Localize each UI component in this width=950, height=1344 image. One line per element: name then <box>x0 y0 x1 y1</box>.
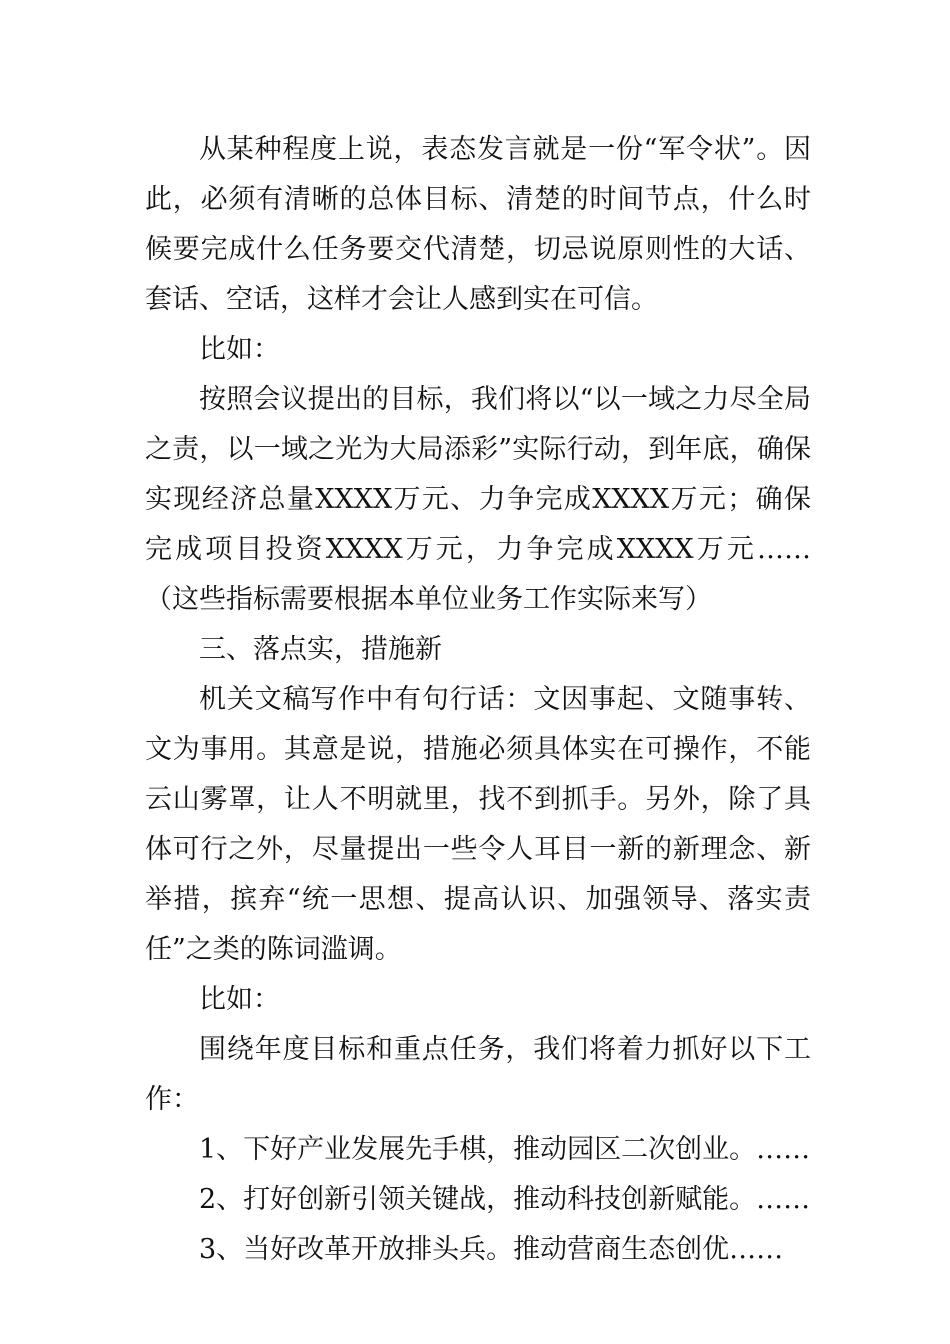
section-heading-three: 三、落点实，措施新 <box>199 634 442 665</box>
list-item-3: 3、当好改革开放排头兵。推动营商生态创优…… <box>199 1234 784 1265</box>
paragraph-work-intro: 围绕年度目标和重点任务，我们将着力抓好以下工作： <box>145 1034 811 1115</box>
document-body <box>145 125 811 1275</box>
paragraph-example-label: 比如： <box>199 334 280 365</box>
paragraph-military-order: 从某种程度上说，表态发言就是一份“军令状”。因此，必须有清晰的总体目标、清楚的时间节点，什么时候要完成什么任务要交代清楚，切忌说原则性的大话、套话、空话，这样才会让人感到实在可信。 <box>145 134 811 315</box>
list-item-1: 1、下好产业发展先手棋，推动园区二次创业。…… <box>199 1134 811 1165</box>
list-item-2: 2、打好创新引领关键战，推动科技创新赋能。…… <box>199 1184 811 1215</box>
paragraph-measures: 机关文稿写作中有句行话：文因事起、文随事转、文为事用。其意是说，措施必须具体实在可操作，不能云山雾罩，让人不明就里，找不到抓手。另外，除了具体可行之外，尽量提出一些令人耳目一新的新理念、新举措，摈弃“统一思想、提高认识、加强领导、落实责任”之类的陈词滥调。 <box>145 684 811 965</box>
paragraph-example-label-2: 比如： <box>199 984 280 1015</box>
paragraph-goal-example: 按照会议提出的目标，我们将以“以一域之力尽全局之责，以一域之光为大局添彩”实际行动，到年底，确保实现经济总量XXXX万元、力争完成XXXX万元；确保完成项目投资XXXX万元，力争完成XXXX万元……（这些指标需要根据本单位业务工作实际来写） <box>145 384 811 615</box>
